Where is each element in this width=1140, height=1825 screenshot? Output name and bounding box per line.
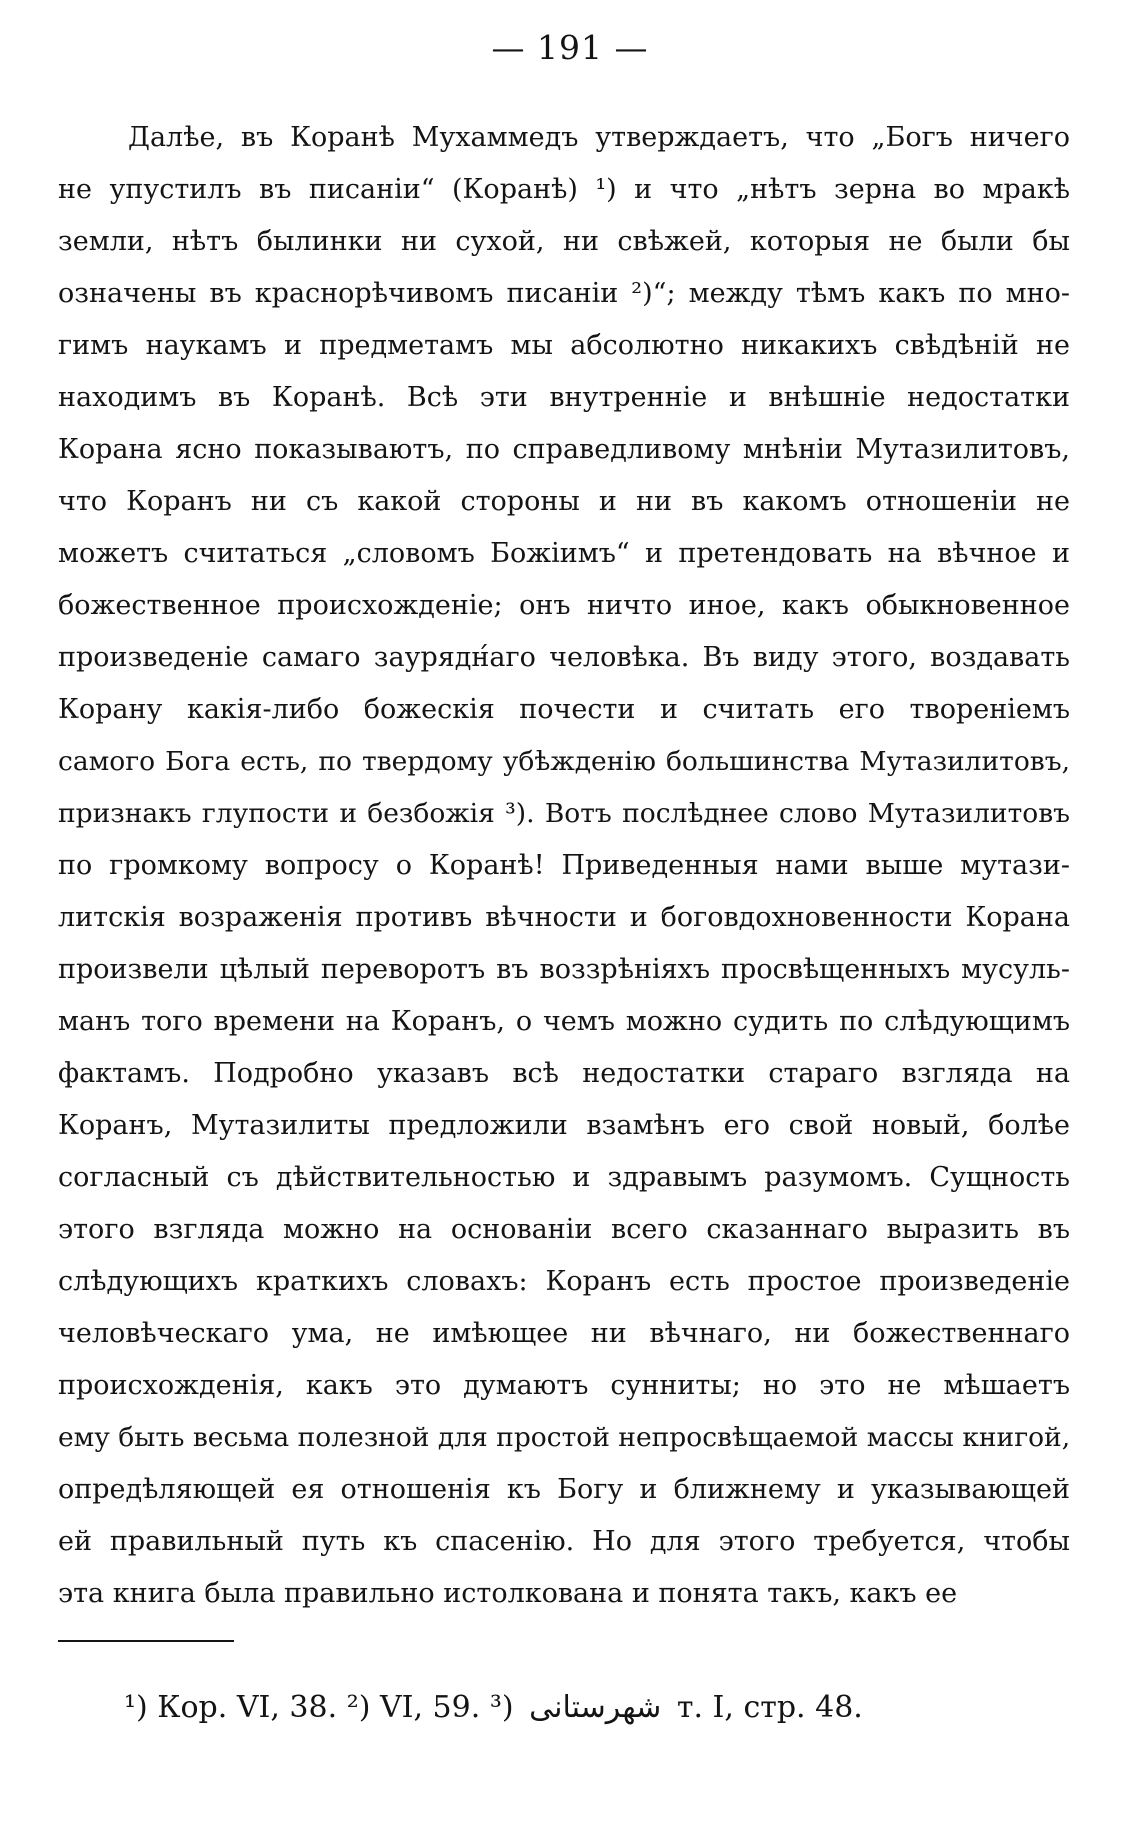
- text-line: литскiя возраженiя противъ вѣчности и боговдохновенности Корана: [58, 902, 1070, 933]
- text-line: означены въ краснорѣчивомъ писанiи ²)“; между тѣмъ какъ по мно-: [58, 278, 1070, 309]
- footnote-3-mark: ³): [489, 1690, 514, 1725]
- text-line: самого Бога есть, по твердому убѣжденiю большинства Мутазилитовъ,: [58, 746, 1070, 777]
- body-text: [58, 112, 1070, 1620]
- text-line: что Коранъ ни съ какой стороны и ни въ какомъ отношенiи не: [58, 486, 1070, 517]
- text-line: Корану какiя-либо божескiя почести и считать его творенiемъ: [58, 694, 1070, 725]
- text-line: этого взгляда можно на основанiи всего сказаннаго выразить въ: [58, 1214, 1070, 1245]
- text-line: по громкому вопросу о Коранѣ! Приведенныя нами выше мутази-: [58, 850, 1070, 881]
- footnote-2-text: VI, 59.: [379, 1690, 481, 1725]
- text-line: манъ того времени на Коранъ, о чемъ можно судить по слѣдующимъ: [58, 1006, 1070, 1037]
- footnote-divider: [58, 1640, 234, 1642]
- text-line: эта книга была правильно истолкована и понята такъ, какъ ее: [58, 1578, 958, 1609]
- text-line: земли, нѣтъ былинки ни сухой, ни свѣжей, которыя не были бы: [58, 226, 1070, 257]
- text-line: произвели цѣлый переворотъ въ воззрѣнiяхъ просвѣщенныхъ мусуль-: [58, 954, 1070, 985]
- text-line: произведенiе самаго заурядн́аго человѣка. Въ виду этого, воздавать: [58, 642, 1070, 673]
- text-line: Коранъ, Мутазилиты предложили взамѣнъ его свой новый, болѣе: [58, 1110, 1070, 1141]
- text-line: гимъ наукамъ и предметамъ мы абсолютно никакихъ свѣдѣнiй не: [58, 330, 1070, 361]
- text-line: Корана ясно показываютъ, по справедливому мнѣнiи Мутазилитовъ,: [58, 434, 1070, 465]
- text-line: не упустилъ въ писанiи“ (Коранѣ) ¹) и что „нѣтъ зерна во мракѣ: [58, 174, 1070, 205]
- text-line: человѣческаго ума, не имѣющее ни вѣчнаго, ни божественнаго: [58, 1318, 1070, 1349]
- text-line: божественное происхожденiе; онъ ничто иное, какъ обыкновенное: [58, 590, 1070, 621]
- text-line: ему быть весьма полезной для простой непросвѣщаемой массы книгой,: [58, 1422, 1070, 1453]
- text-line: опредѣляющей ея отношенiя къ Богу и ближнему и указывающей: [58, 1474, 1070, 1505]
- text-line: находимъ въ Коранѣ. Всѣ эти внутреннiе и внѣшнiе недостатки: [58, 382, 1070, 413]
- text-line: признакъ глупости и безбожiя ³). Вотъ послѣднее слово Мутазилитовъ: [58, 798, 1070, 829]
- text-line: слѣдующихъ краткихъ словахъ: Коранъ есть простое произведенiе: [58, 1266, 1070, 1297]
- footnote-3-text: т. I, стр. 48.: [676, 1690, 863, 1725]
- text-line: Далѣе, въ Коранѣ Мухаммедъ утверждаетъ, что „Богъ ничего: [128, 122, 1070, 153]
- footnotes: [124, 1690, 863, 1725]
- text-line: фактамъ. Подробно указавъ всѣ недостатки стараго взгляда на: [58, 1058, 1070, 1089]
- text-line: ей правильный путь къ спасенiю. Но для этого требуется, чтобы: [58, 1526, 1070, 1557]
- footnote-3-arabic-title: شهرستانى: [529, 1690, 662, 1725]
- footnote-2-mark: ²): [346, 1690, 371, 1725]
- text-line: согласный съ дѣйствительностью и здравымъ разумомъ. Сущность: [58, 1162, 1070, 1193]
- footnote-1-mark: ¹): [124, 1690, 148, 1725]
- text-line: происхожденiя, какъ это думаютъ сунниты; но это не мѣшаетъ: [58, 1370, 1070, 1401]
- page-number: — 191 —: [491, 28, 649, 67]
- footnote-1-text: Кор. VI, 38.: [157, 1690, 338, 1725]
- text-line: можетъ считаться „словомъ Божiимъ“ и претендовать на вѣчное и: [58, 538, 1070, 569]
